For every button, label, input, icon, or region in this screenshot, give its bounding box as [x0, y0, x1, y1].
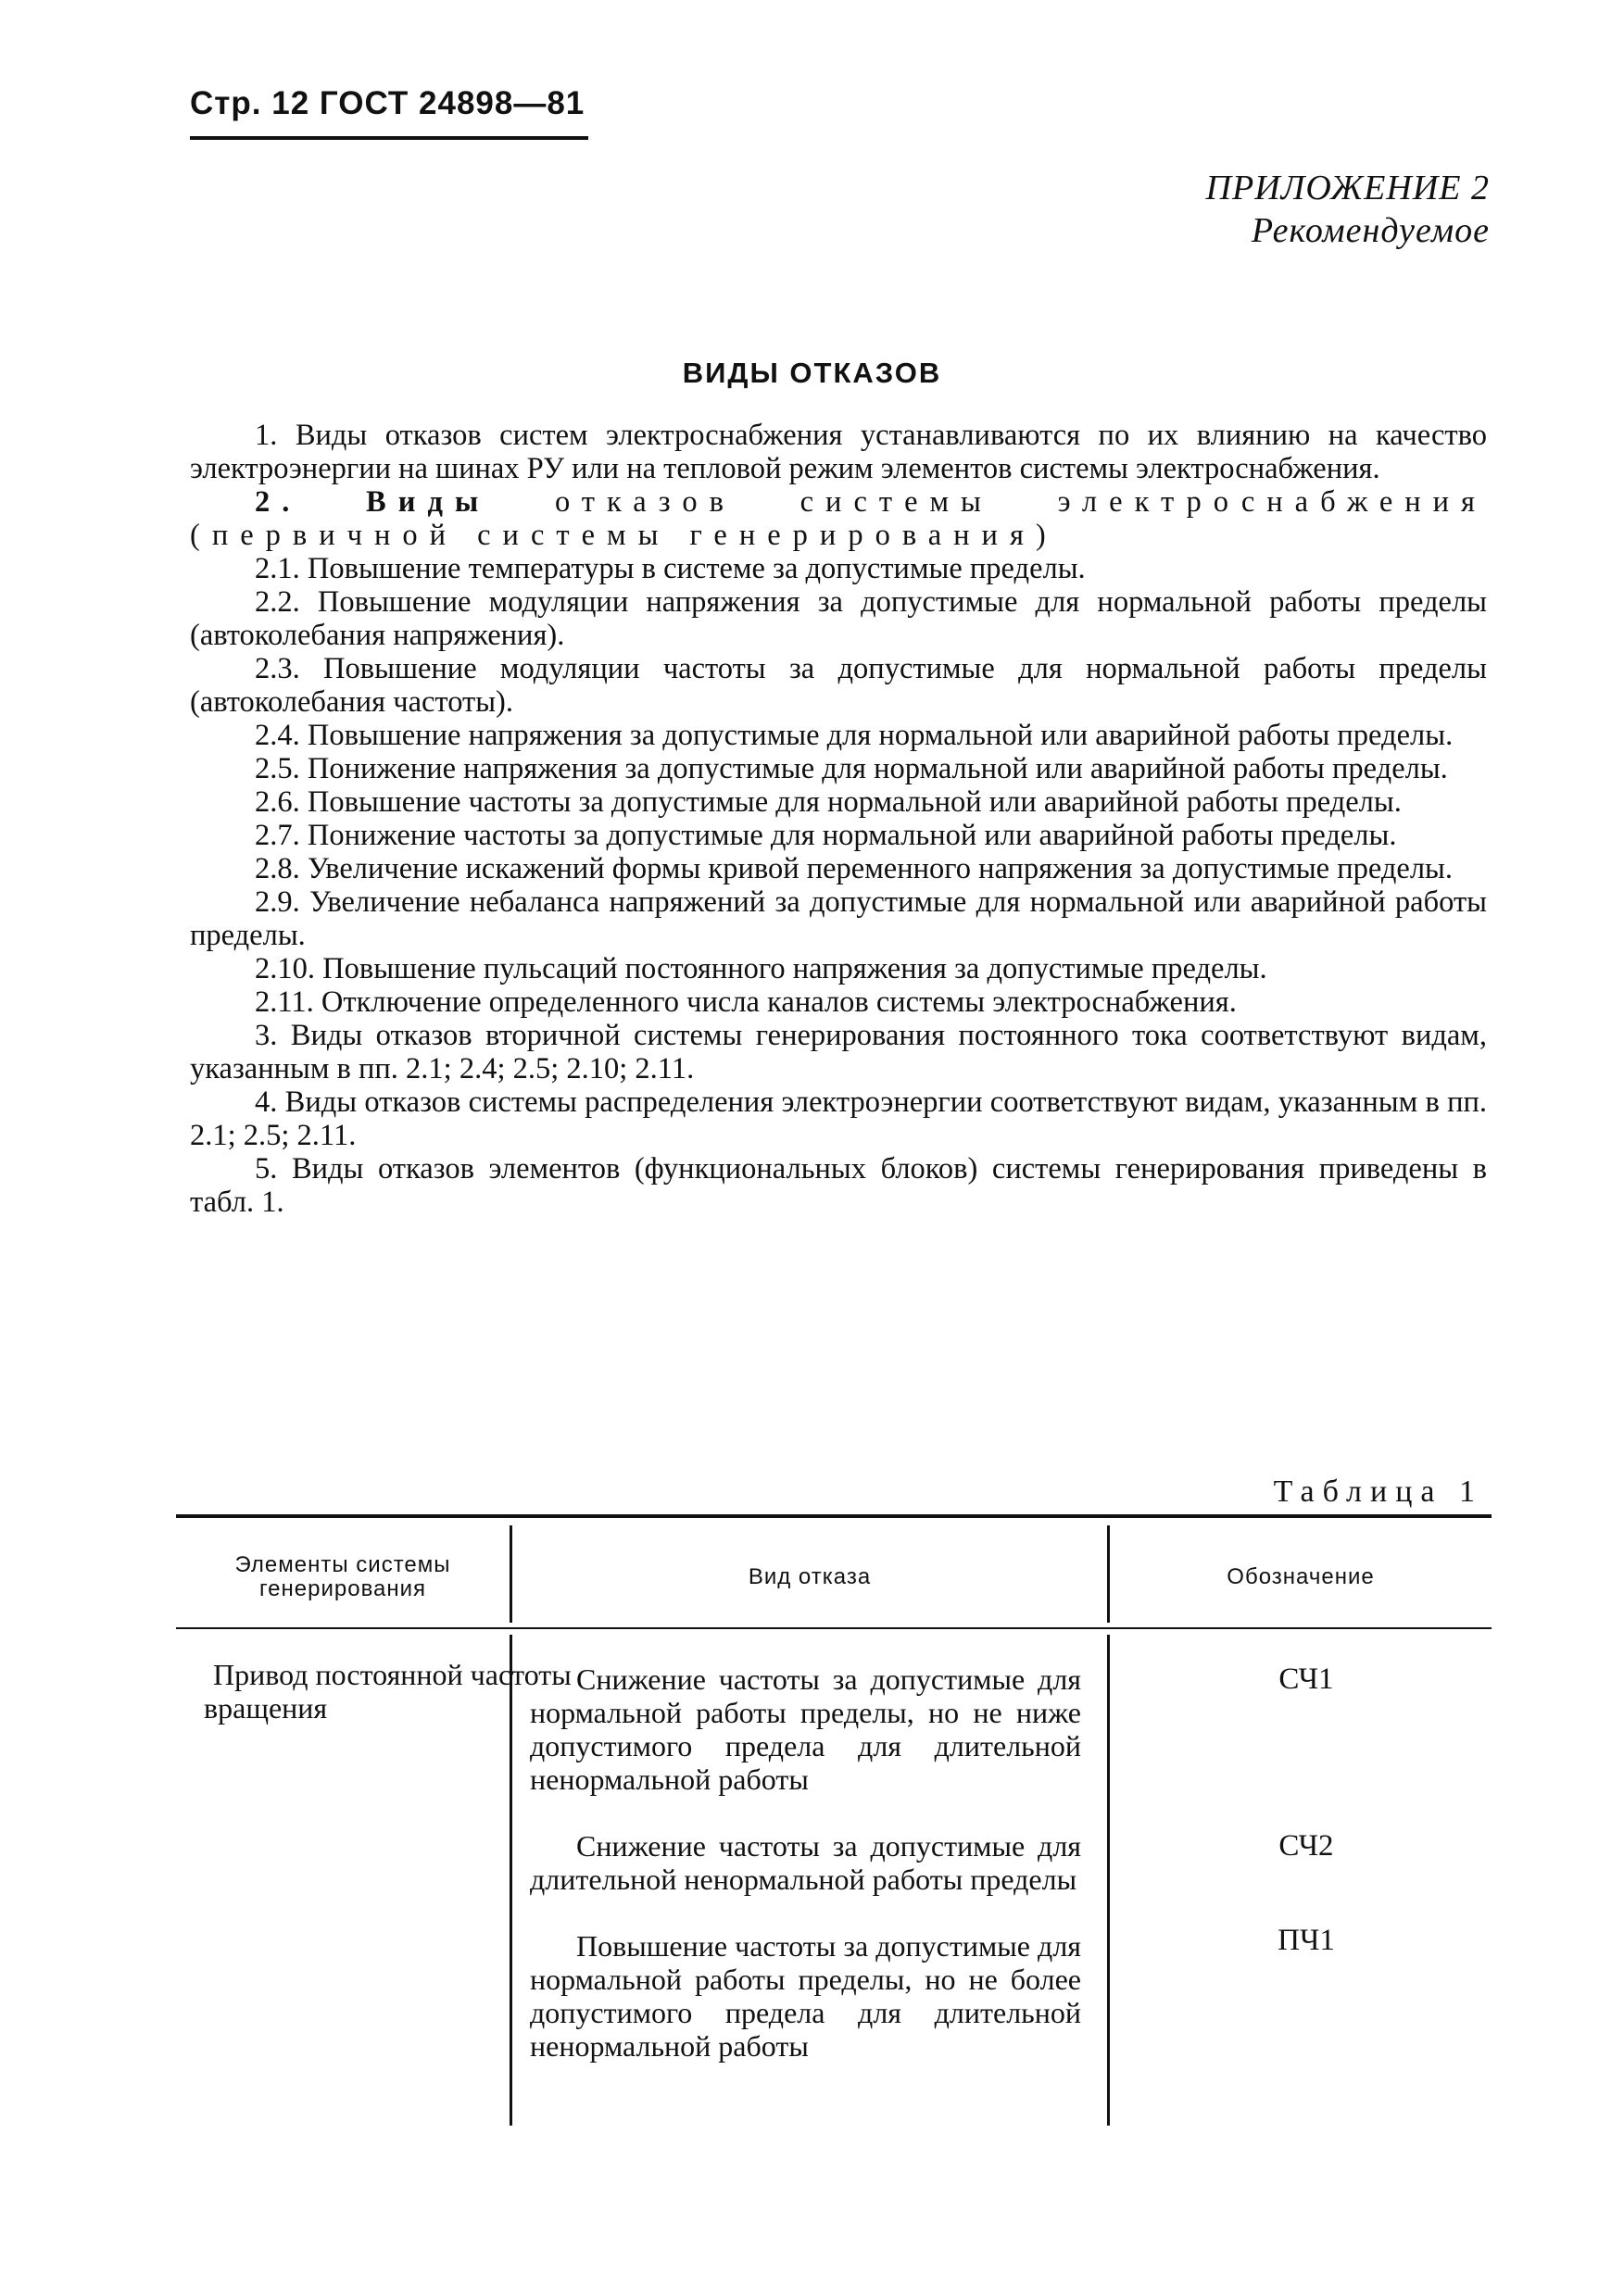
paragraph-2-8: 2.8. Увеличение искажений формы кривой переменного напряжения за допустимые пределы. [255, 852, 1454, 885]
paragraph-2-3: 2.3. Повышение модуляции частоты за допустимые для нормальной работы пределы (автоколебания частоты). [190, 652, 1487, 719]
paragraph-4: 4. Виды отказов системы распределения электроэнергии соответствуют видам, указанным в пп. 2.1; 2.5; 2.11. [190, 1085, 1487, 1152]
paragraph-2-10: 2.10. Повышение пульсаций постоянного напряжения за допустимые пределы. [255, 952, 1267, 985]
table-cell-mode-2: Снижение частоты за допустимые для длительной ненормальной работы пределы [530, 1829, 1081, 1896]
paragraph-2-text: отказов системы электроснабжения (первичной системы генерирования) [190, 485, 1488, 552]
paragraph-2-11: 2.11. Отключение определенного числа каналов системы электроснабжения. [255, 985, 1237, 1019]
table-cell-element: Привод постоянной частоты вращения [204, 1658, 572, 1725]
paragraph-2-5: 2.5. Понижение напряжения за допустимые для нормальной или аварийной работы пределы. [255, 752, 1448, 785]
table-label: Таблица 1 [1273, 1474, 1483, 1509]
paragraph-3: 3. Виды отказов вторичной системы генерирования постоянного тока соответствуют видам, указанным в пп. 2.1; 2.4; 2.5; 2.10; 2.11. [190, 1019, 1487, 1085]
paragraph-2 [190, 485, 1487, 552]
table-cell-code-1: СЧ1 [1278, 1662, 1334, 1696]
appendix-status: Рекомендуемое [1251, 211, 1490, 250]
paragraph-2-1: 2.1. Повышение температуры в системе за допустимые пределы. [255, 552, 1086, 585]
table-cell-mode-1: Снижение частоты за допустимые для нормальной работы пределы, но не ниже допустимого предела для длительной ненормальной работы [530, 1662, 1081, 1796]
paragraph-2-7: 2.7. Понижение частоты за допустимые для нормальной или аварийной работы пределы. [255, 819, 1397, 852]
table-top-rule [176, 1514, 1492, 1518]
appendix-label: ПРИЛОЖЕНИЕ 2 [1205, 169, 1490, 207]
paragraph-1: 1. Виды отказов систем электроснабжения устанавливаются по их влиянию на качество электроэнергии на шинах РУ или на тепловой режим элементов системы электроснабжения. [190, 419, 1487, 485]
table-header-mode: Вид отказа [748, 1563, 872, 1589]
body-text [190, 419, 1487, 1219]
appendix-block [1206, 167, 1490, 252]
table-cell-code-3: ПЧ1 [1278, 1924, 1335, 1957]
table-cell-mode-3: Повышение частоты за допустимые для нормальной работы пределы, но не более допустимого предела для длительной ненормальной работы [530, 1929, 1081, 2063]
table-body-divider-2 [1107, 1635, 1110, 2126]
document-title: ВИДЫ ОТКАЗОВ [682, 357, 942, 389]
paragraph-2-6: 2.6. Повышение частоты за допустимые для нормальной или аварийной работы пределы. [255, 785, 1402, 819]
paragraph-2-2: 2.2. Повышение модуляции напряжения за допустимые для нормальной работы пределы (автоколебания напряжения). [190, 585, 1487, 652]
paragraph-2-4: 2.4. Повышение напряжения за допустимые для нормальной или аварийной работы пределы. [255, 719, 1454, 752]
running-head: Стр. 12 ГОСТ 24898—81 [190, 85, 585, 121]
paragraph-5: 5. Виды отказов элементов (функциональных блоков) системы генерирования приведены в табл. 1. [190, 1152, 1487, 1219]
paragraph-2-number: 2. Виды [255, 485, 491, 519]
table-cell-code-2: СЧ2 [1278, 1829, 1334, 1863]
table-header-rule [176, 1627, 1492, 1629]
table-header-code: Обозначение [1227, 1563, 1375, 1589]
paragraph-2-9: 2.9. Увеличение небаланса напряжений за допустимые для нормальной или аварийной работы пределы. [190, 885, 1487, 952]
running-head-rule [190, 136, 588, 140]
table-header-element: Элементы системы генерирования [234, 1551, 451, 1601]
